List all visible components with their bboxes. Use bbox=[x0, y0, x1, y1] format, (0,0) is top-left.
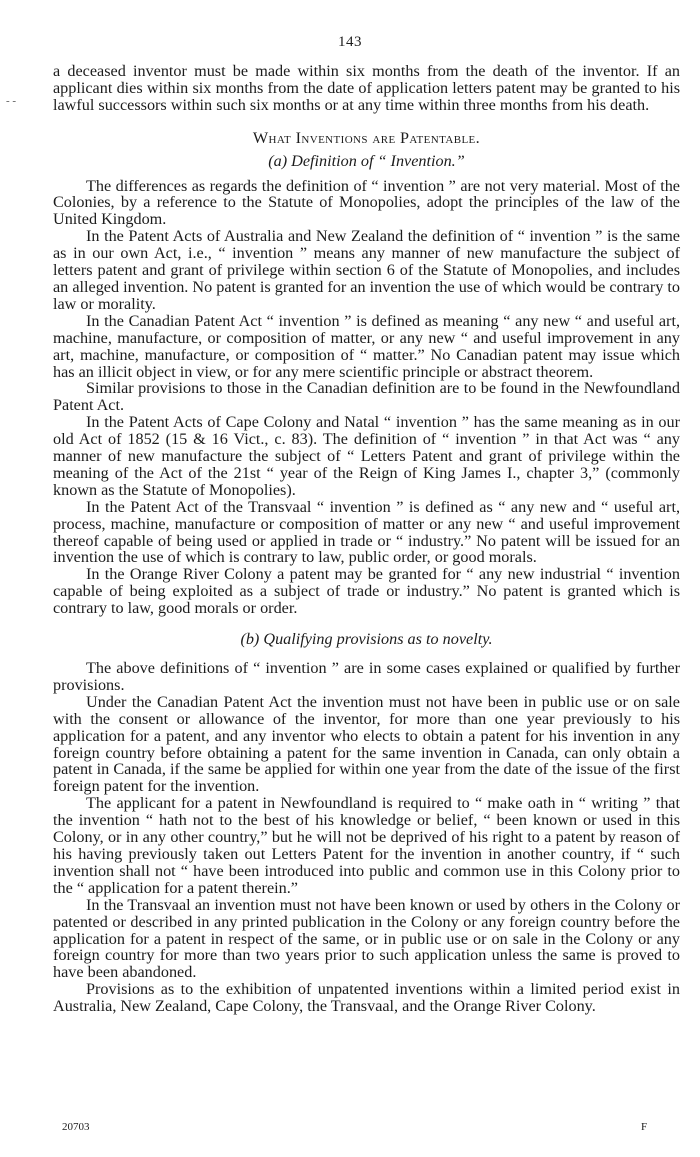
paragraph: In the Patent Acts of Cape Colony and Natal “ invention ” has the same meaning as in our old Act of 1852 (15 & 16 Vict., c. 83). The definition of “ invention ” in that Act was “ any manner of new manufacture the subject of “ Letters Patent and grant of privilege within the meaning of the Act of the 21st “ year of the Reign of King James I., chapter 3,” (commonly known as the Statute of Monopolies). bbox=[53, 413, 680, 499]
paragraph: Similar provisions to those in the Canadian definition are to be found in the Newfoundland Patent Act. bbox=[53, 379, 680, 415]
paragraph: In the Canadian Patent Act “ invention ” is defined as meaning “ any new “ and useful art, machine, manufacture, or composition of matter, or any new “ and useful improvement in any art, machine, manufacture, or composition of “ matter.” No Canadian patent may issue which has an illicit object in view, or for any mere scientific principle or abstract theorem. bbox=[53, 311, 680, 381]
paragraph: In the Patent Act of the Transvaal “ invention ” is defined as “ any new and “ useful art, process, machine, manufacture or composition of matter or any new “ and useful improvement thereof capable of being used or applied in trade or “ industry.” No patent will be issued for an invention the use of which is contrary to law, public order, or good morals. bbox=[53, 497, 680, 567]
paragraph: Provisions as to the exhibition of unpatented inventions within a limited period exist in Australia, New Zealand, Cape Colony, the Transvaal, and the Orange River Colony. bbox=[53, 980, 680, 1016]
paragraph: In the Orange River Colony a patent may be granted for “ any new industrial “ invention capable of being exploited as a subject of trade or industry.” No patent is granted which is contrary to law, good morals or order. bbox=[53, 565, 680, 618]
footer-print-code: 20703 bbox=[62, 1121, 90, 1133]
paragraph: In the Patent Acts of Australia and New Zealand the definition of “ invention ” is the same as in our own Act, i.e., “ invention ” means any manner of new manufacture the subject of letters patent and grant of privilege within section 6 of the Statute of Monopolies, and includes an alleged invention. No patent is granted for an invention the use of which would be contrary to law or morality. bbox=[53, 227, 680, 313]
footer-signature-letter: F bbox=[641, 1121, 648, 1133]
paragraph: The applicant for a patent in Newfoundland is required to “ make oath in “ writing ” that the invention “ hath not to the best of his knowledge or belief, “ been known or used in this Colony, or in any other country,” but he will not be deprived of his right to a patent by reason of his having previously taken out Letters Patent for the invention in another country, if “ such invention shall not “ have been introduced into public and common use in this Colony prior to the “ application for a patent therein.” bbox=[53, 794, 680, 897]
section-heading-patentable: What Inventions are Patentable. bbox=[252, 128, 481, 147]
paragraph: The differences as regards the definition of “ invention ” are not very material. Most of the Colonies, by a reference to the Statute of Monopolies, adopt the principles of the law of the United Kingdom. bbox=[53, 176, 680, 229]
margin-mark: - - bbox=[6, 95, 17, 107]
page-body bbox=[53, 63, 680, 1015]
subheading-novelty: (b) Qualifying provisions as to novelty. bbox=[240, 630, 493, 649]
page-number: 143 bbox=[338, 34, 362, 50]
paragraph: Under the Canadian Patent Act the invention must not have been in public use or on sale with the consent or allowance of the inventor, for more than one year previously to his application for a patent, and any inventor who elects to obtain a patent for his invention in any foreign country before obtaining a patent for the same invention in Canada, can only obtain a patent in Canada, if the same be applied for within one year from the date of the issue of the first foreign patent for the invention. bbox=[53, 692, 680, 796]
subheading-definition: (a) Definition of “ Invention.” bbox=[268, 151, 465, 170]
paragraph: In the Transvaal an invention must not have been known or used by others in the Colony or patented or described in any printed publication in the Colony or any foreign country before the application for a patent in respect of the same, or in public use or on sale in the Colony or any foreign country for more than two years prior to such application unless the same is proved to have been abandoned. bbox=[53, 895, 680, 982]
paragraph: The above definitions of “ invention ” are in some cases explained or qualified by further provisions. bbox=[53, 659, 680, 694]
paragraph-continuation: a deceased inventor must be made within six months from the death of the inventor. If an applicant dies within six months from the date of application letters patent may be granted to his lawful successors within such six months or at any time within three months from his death. bbox=[53, 62, 680, 114]
